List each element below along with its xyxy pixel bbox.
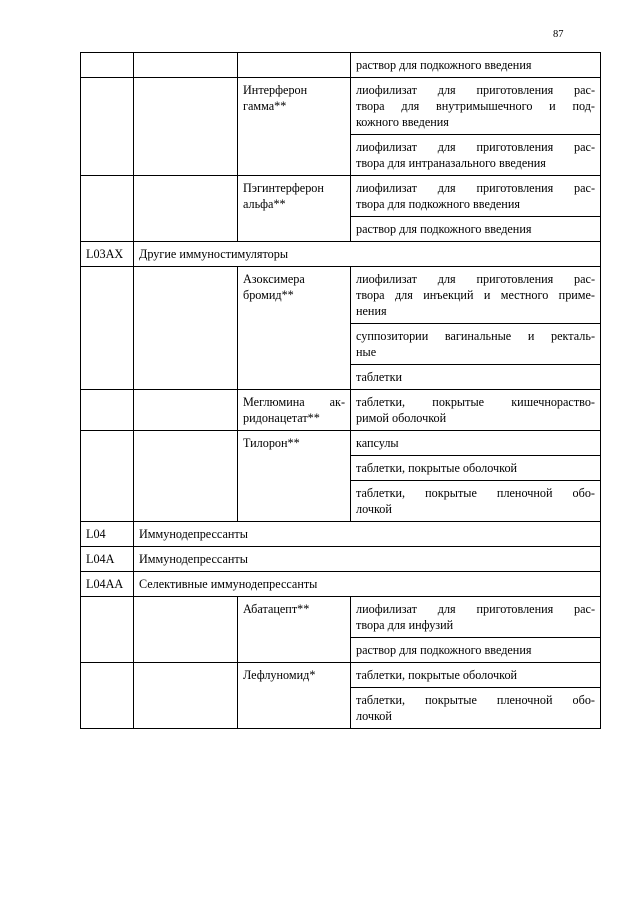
dosage-form-cell bbox=[351, 481, 601, 522]
atc-code: L04 bbox=[81, 522, 134, 547]
table-row bbox=[81, 267, 601, 324]
dosage-form-cell bbox=[351, 638, 601, 663]
dosage-form: таблетки, покрытые оболочкой bbox=[356, 668, 518, 682]
drug-name-cell bbox=[238, 597, 351, 663]
group-cell bbox=[134, 53, 238, 78]
dosage-form-line: лиофилизат для приготовления рас- bbox=[356, 272, 595, 286]
table-row bbox=[81, 547, 601, 572]
code-cell bbox=[81, 431, 134, 522]
dosage-form-line: лочкой bbox=[356, 502, 392, 516]
table-row bbox=[81, 53, 601, 78]
drug-name-cell bbox=[238, 431, 351, 522]
dosage-form: таблетки bbox=[356, 370, 403, 384]
dosage-form-line: таблетки, покрытые пленочной обо- bbox=[356, 486, 595, 500]
dosage-form-line: суппозитории вагинальные и ректаль- bbox=[356, 329, 595, 343]
table-row bbox=[81, 176, 601, 217]
table-row bbox=[81, 663, 601, 688]
dosage-form: раствор для подкожного введения bbox=[356, 643, 532, 657]
group-title: Другие иммуностимуляторы bbox=[134, 242, 601, 267]
group-title: Селективные иммунодепрессанты bbox=[134, 572, 601, 597]
code-cell bbox=[81, 78, 134, 176]
code-cell bbox=[81, 597, 134, 663]
code-cell bbox=[81, 53, 134, 78]
dosage-form: раствор для подкожного введения bbox=[356, 58, 532, 72]
dosage-form-line: кожного введения bbox=[356, 115, 449, 129]
table-row bbox=[81, 78, 601, 135]
dosage-form-line: лиофилизат для приготовления рас- bbox=[356, 181, 595, 195]
atc-code: L04A bbox=[81, 547, 134, 572]
drug-name-cell bbox=[238, 176, 351, 242]
drug-name-line: бромид** bbox=[243, 288, 294, 302]
table-row bbox=[81, 431, 601, 456]
code-cell bbox=[81, 267, 134, 390]
dosage-form-line: лиофилизат для приготовления рас- bbox=[356, 602, 595, 616]
dosage-form-cell bbox=[351, 390, 601, 431]
drug-table bbox=[80, 52, 601, 729]
dosage-form-cell bbox=[351, 365, 601, 390]
dosage-form-line: лиофилизат для приготовления рас- bbox=[356, 83, 595, 97]
group-cell bbox=[134, 663, 238, 729]
drug-name-line: гамма** bbox=[243, 99, 287, 113]
table-row bbox=[81, 572, 601, 597]
dosage-form-line: нения bbox=[356, 304, 387, 318]
dosage-form-line: твора для инфузий bbox=[356, 618, 454, 632]
atc-code: L04AA bbox=[81, 572, 134, 597]
dosage-form-line: ные bbox=[356, 345, 377, 359]
dosage-form-cell bbox=[351, 663, 601, 688]
drug-name-line: ридонацетат** bbox=[243, 411, 320, 425]
drug-name-line: Пэгинтерферон bbox=[243, 181, 324, 195]
dosage-form-cell bbox=[351, 267, 601, 324]
dosage-form-cell bbox=[351, 176, 601, 217]
drug-name-line: Азоксимера bbox=[243, 272, 305, 286]
dosage-form-cell bbox=[351, 597, 601, 638]
dosage-form-cell bbox=[351, 456, 601, 481]
dosage-form-cell bbox=[351, 688, 601, 729]
drug-name-line: Меглюмина ак- bbox=[243, 395, 345, 409]
dosage-form: раствор для подкожного введения bbox=[356, 222, 532, 236]
group-cell bbox=[134, 431, 238, 522]
drug-name-cell bbox=[238, 267, 351, 390]
dosage-form-line: лочкой bbox=[356, 709, 392, 723]
drug-name-line: Интерферон bbox=[243, 83, 308, 97]
atc-code: L03AX bbox=[81, 242, 134, 267]
drug-name: Тилорон** bbox=[243, 436, 300, 450]
drug-name-line: альфа** bbox=[243, 197, 286, 211]
group-cell bbox=[134, 267, 238, 390]
dosage-form-cell bbox=[351, 217, 601, 242]
dosage-form-cell bbox=[351, 431, 601, 456]
table-row bbox=[81, 597, 601, 638]
group-cell bbox=[134, 176, 238, 242]
drug-name-cell bbox=[238, 53, 351, 78]
drug-name: Лефлуномид* bbox=[243, 668, 316, 682]
code-cell bbox=[81, 176, 134, 242]
code-cell bbox=[81, 390, 134, 431]
dosage-form-line: твора для подкожного введения bbox=[356, 197, 520, 211]
group-title: Иммунодепрессанты bbox=[134, 547, 601, 572]
dosage-form-line: твора для интраназального введения bbox=[356, 156, 546, 170]
dosage-form-line: твора для инъекций и местного приме- bbox=[356, 288, 595, 302]
dosage-form-cell bbox=[351, 324, 601, 365]
dosage-form-cell bbox=[351, 135, 601, 176]
dosage-form-line: таблетки, покрытые кишечнораство- bbox=[356, 395, 595, 409]
drug-name-cell bbox=[238, 663, 351, 729]
dosage-form-cell bbox=[351, 53, 601, 78]
code-cell bbox=[81, 663, 134, 729]
dosage-form: капсулы bbox=[356, 436, 399, 450]
group-title: Иммунодепрессанты bbox=[134, 522, 601, 547]
drug-name: Абатацепт** bbox=[243, 602, 310, 616]
dosage-form-line: твора для внутримышечного и под- bbox=[356, 99, 595, 113]
group-cell bbox=[134, 390, 238, 431]
dosage-form-line: римой оболочкой bbox=[356, 411, 447, 425]
drug-name-cell bbox=[238, 78, 351, 176]
group-cell bbox=[134, 78, 238, 176]
dosage-form-cell bbox=[351, 78, 601, 135]
group-cell bbox=[134, 597, 238, 663]
page-number: 87 bbox=[553, 29, 564, 40]
dosage-form-line: таблетки, покрытые пленочной обо- bbox=[356, 693, 595, 707]
table-row bbox=[81, 390, 601, 431]
table-row bbox=[81, 242, 601, 267]
dosage-form: таблетки, покрытые оболочкой bbox=[356, 461, 518, 475]
table-row bbox=[81, 522, 601, 547]
drug-name-cell bbox=[238, 390, 351, 431]
dosage-form-line: лиофилизат для приготовления рас- bbox=[356, 140, 595, 154]
